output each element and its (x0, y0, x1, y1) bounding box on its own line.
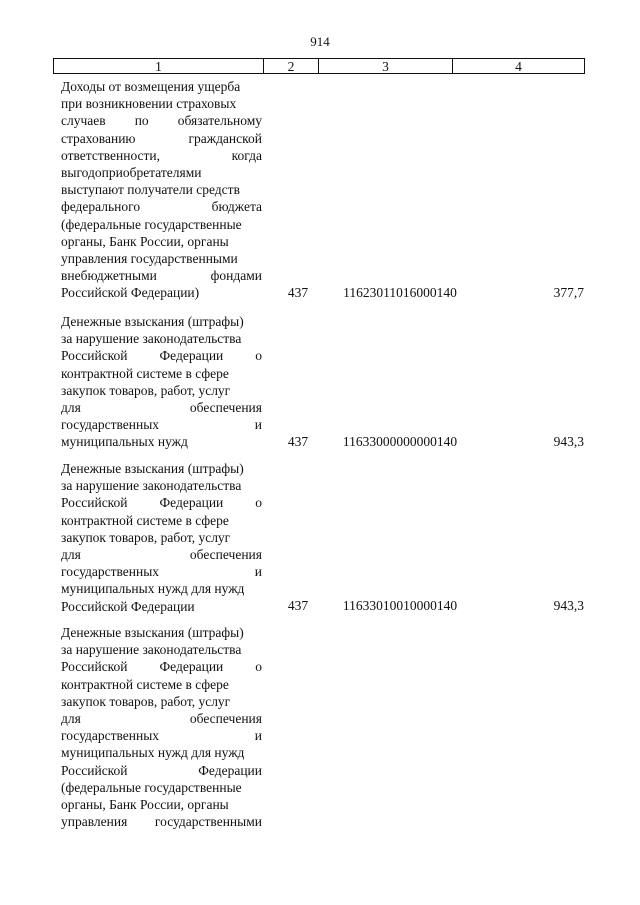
description-line: Российской Федерации о (61, 495, 262, 511)
table-header (53, 58, 585, 74)
description-line: выгодоприобретателями (61, 165, 202, 181)
description-line: Денежные взыскания (штрафы) (61, 461, 244, 476)
description-line: для обеспечения (61, 400, 262, 416)
row-budget-code: 11633000000000140 (342, 434, 458, 449)
description-line: Российской Федерации о (61, 348, 262, 364)
description-line: государственных и (61, 728, 262, 744)
description-line: Российской Федерации (61, 762, 262, 778)
description-line: за нарушение законодательства (61, 642, 242, 658)
description-line: Денежные взыскания (штрафы) (61, 314, 244, 329)
row-description (61, 460, 262, 615)
row-budget-code: 11623011016000140 (343, 285, 457, 300)
description-line: при возникновении страховых (61, 96, 237, 112)
description-line: контрактной системе в сфере (61, 365, 229, 381)
description-line: государственных и (61, 564, 262, 580)
description-line: органы, Банк России, органы (61, 797, 229, 813)
description-line: (федеральные государственные (61, 216, 242, 232)
row-budget-code: 11633010010000140 (342, 598, 458, 613)
description-line: Доходы от возмещения ущерба (61, 79, 241, 94)
row-amount: 377,7 (553, 285, 584, 300)
description-line: управления государственными (61, 814, 262, 830)
description-line: (федеральные государственные (61, 779, 242, 795)
description-line: Российской Федерации (61, 598, 195, 614)
description-line: для обеспечения (61, 547, 262, 563)
description-line: страхованию гражданской (61, 130, 262, 146)
column-header-4: 4 (515, 59, 522, 74)
description-line: Российской Федерации) (61, 285, 200, 301)
description-line: за нарушение законодательства (61, 331, 242, 347)
description-line: муниципальных нужд для нужд (61, 581, 245, 597)
row-admin-code: 437 (287, 285, 309, 300)
description-line: закупок товаров, работ, услуг (61, 382, 231, 398)
description-line: органы, Банк России, органы (61, 233, 229, 249)
column-header-1: 1 (155, 59, 162, 74)
description-line: случаев по обязательному (61, 113, 262, 129)
column-header-2: 2 (287, 59, 295, 74)
row-description (61, 313, 262, 451)
description-line: выступают получатели средств (61, 182, 240, 198)
description-line: Российской Федерации о (61, 659, 262, 675)
description-line: муниципальных нужд (61, 434, 188, 450)
row-description (61, 624, 262, 830)
row-admin-code: 437 (287, 598, 309, 613)
description-line: ответственности, когда (61, 147, 262, 163)
column-header-3: 3 (382, 59, 389, 74)
description-line: за нарушение законодательства (61, 478, 242, 494)
row-admin-code: 437 (287, 434, 309, 449)
description-line: внебюджетными фондами (61, 268, 262, 284)
description-line: контрактной системе в сфере (61, 512, 229, 528)
description-line: Денежные взыскания (штрафы) (61, 625, 244, 640)
description-line: федерального бюджета (61, 199, 262, 215)
description-line: государственных и (61, 417, 262, 433)
description-line: контрактной системе в сфере (61, 676, 229, 692)
description-line: закупок товаров, работ, услуг (61, 693, 231, 709)
description-line: для обеспечения (61, 711, 262, 727)
row-description (61, 78, 262, 302)
page-number: 914 (310, 34, 330, 49)
description-line: закупок товаров, работ, услуг (61, 529, 231, 545)
row-amount: 943,3 (553, 434, 584, 449)
row-amount: 943,3 (553, 598, 584, 613)
description-line: муниципальных нужд для нужд (61, 745, 245, 761)
description-line: управления государственными (61, 251, 238, 267)
